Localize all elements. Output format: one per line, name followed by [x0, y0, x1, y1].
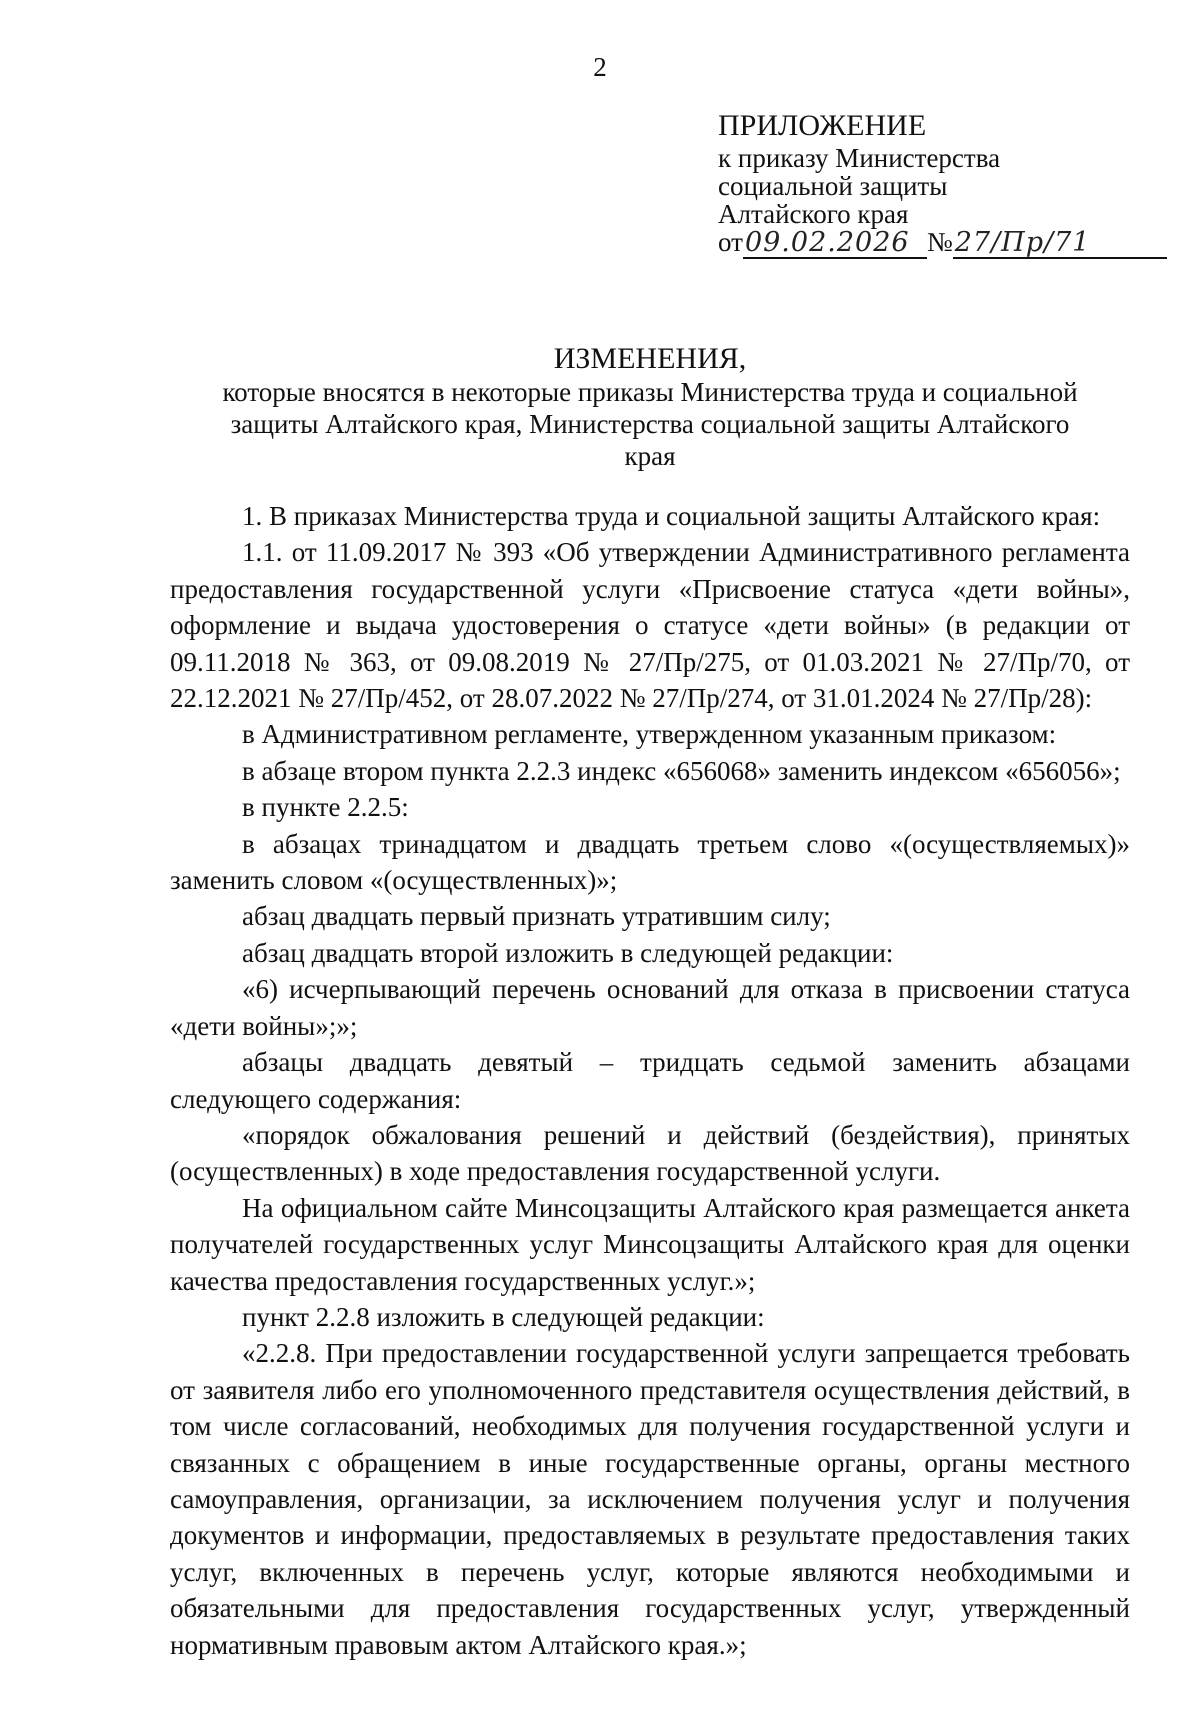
heading-title: ИЗМЕНЕНИЯ,	[553, 342, 747, 375]
paragraph: в абзаце втором пункта 2.2.3 индекс «656068» заменить индексом «656056»;	[242, 755, 1121, 786]
paragraph: «порядок обжалования решений и действий (бездействия), принятых (осуществленных) в ходе предоставления государственной услуги.	[170, 1119, 1130, 1187]
appendix-line: Алтайского края	[718, 199, 909, 229]
heading-subtitle: которые вносятся в некоторые приказы Министерства труда и социальной защиты Алтайского края, Министерства социальной защиты Алтайского края	[222, 377, 1078, 471]
handwritten-date: 09.02.2026	[743, 229, 927, 259]
page-number: 2	[593, 52, 607, 82]
appendix-line: к приказу Министерства	[718, 143, 1001, 173]
paragraph: «2.2.8. При предоставлении государственной услуги запрещается требовать от заявителя либо его уполномоченного представителя осуществления действий, в том числе согласований, необходимых для получения государственной услуги и связанных с обращением в иные государственные органы, органы местного самоуправления, организации, за исключением получения услуг и получения документов и информации, предоставляемых в результате предоставления таких услуг, включенных в перечень услуг, которые являются необходимыми и обязательными для предоставления государственных услуг, утвержденный нормативным правовым актом Алтайского края.»;	[170, 1338, 1130, 1660]
paragraph: в пункте 2.2.5:	[242, 792, 409, 823]
paragraph: 1.1. от 11.09.2017 № 393 «Об утверждении Административного регламента предоставления государственной услуги «Присвоение статуса «дети войны», оформление и выдача удостоверения о статусе «дети войны» (в редакции от 09.11.2018 № 363, от 09.08.2019 № 27/Пр/275, от 01.03.2021 № 27/Пр/70, от 22.12.2021 № 27/Пр/452, от 28.07.2022 № 27/Пр/274, от 31.01.2024 № 27/Пр/28):	[170, 537, 1130, 714]
number-label: №	[926, 227, 953, 257]
paragraph: в абзацах тринадцатом и двадцать третьем слово «(осуществляемых)» заменить словом «(осуществленных)»;	[170, 828, 1130, 896]
handwritten-number: 27/Пр/71	[953, 229, 1167, 259]
order-reference	[718, 228, 1167, 259]
document-heading	[220, 342, 1080, 472]
appendix-line: социальной защиты	[718, 171, 948, 201]
paragraph: абзац двадцать второй изложить в следующей редакции:	[242, 937, 894, 968]
from-label: от	[718, 227, 743, 257]
paragraph: «6) исчерпывающий перечень оснований для отказа в присвоении статуса «дети войны»;»;	[170, 974, 1130, 1041]
paragraph: На официальном сайте Минсоцзащиты Алтайского края размещается анкета получателей государственных услуг Минсоцзащиты Алтайского края для оценки качества предоставления государственных услуг.»;	[170, 1192, 1130, 1296]
paragraph: абзацы двадцать девятый – тридцать седьмой заменить абзацами следующего содержания:	[170, 1047, 1130, 1114]
document-body	[170, 498, 1130, 1663]
appendix-block	[718, 108, 1167, 259]
paragraph: в Административном регламенте, утвержденном указанным приказом:	[242, 719, 1057, 750]
paragraph: абзац двадцать первый признать утратившим силу;	[242, 901, 831, 932]
paragraph: 1. В приказах Министерства труда и социальной защиты Алтайского края:	[242, 501, 1101, 531]
appendix-title: ПРИЛОЖЕНИЕ	[718, 109, 927, 142]
paragraph: пункт 2.2.8 изложить в следующей редакции:	[242, 1301, 765, 1332]
